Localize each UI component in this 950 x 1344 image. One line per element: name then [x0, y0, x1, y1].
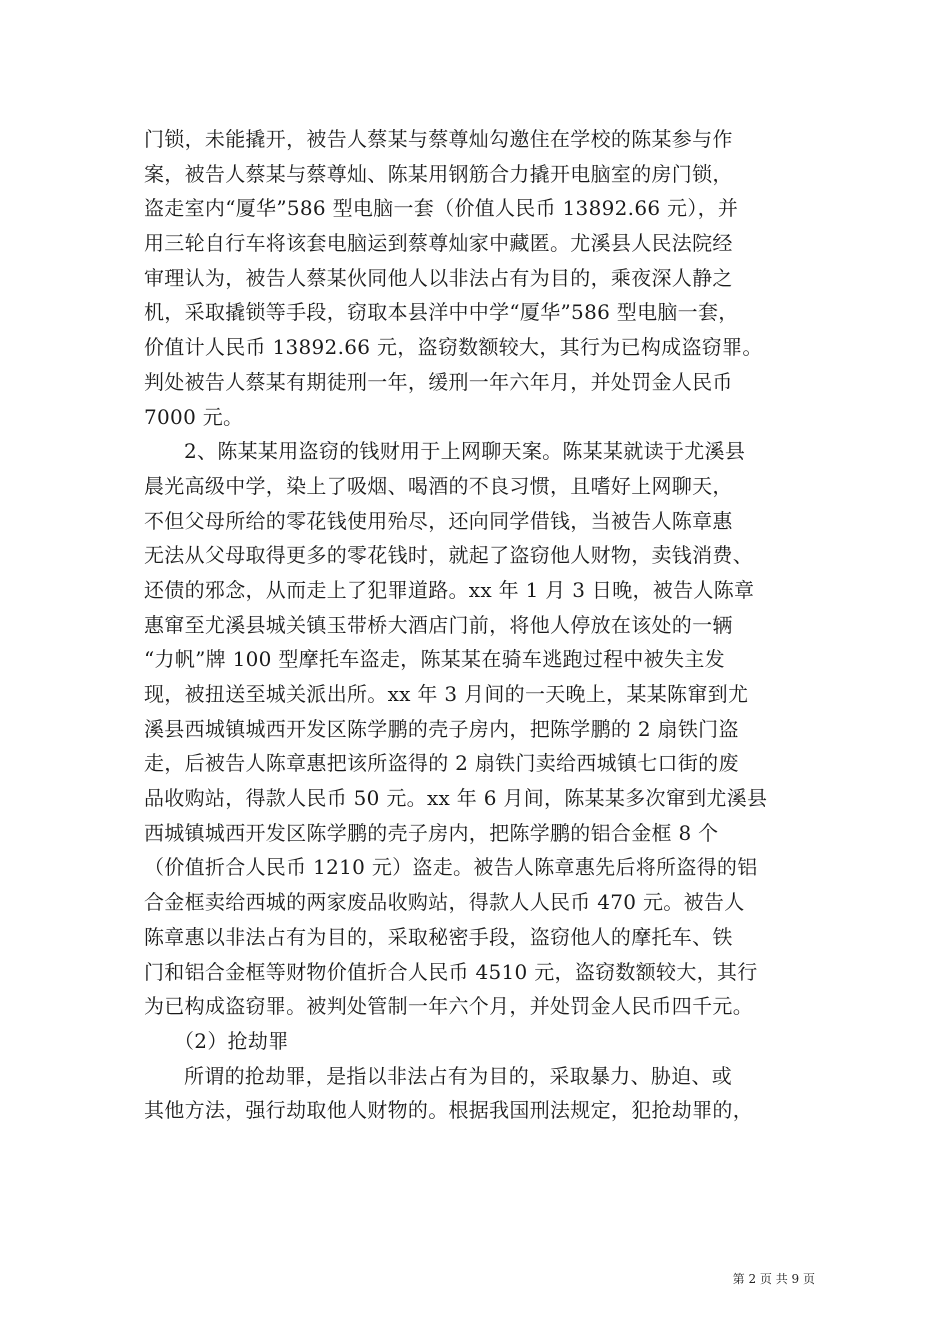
text-line: 判处被告人蔡某有期徒刑一年，缓刑一年六年月，并处罚金人民币 — [144, 369, 733, 394]
text-line: 审理认为，被告人蔡某伙同他人以非法占有为目的，乘夜深人静之 — [144, 265, 733, 290]
text-line: 无法从父母取得更多的零花钱时，就起了盗窃他人财物，卖钱消费、 — [144, 543, 753, 568]
section-heading: （2）抢劫罪 — [174, 1028, 289, 1053]
text-line: 晨光高级中学，染上了吸烟、喝酒的不良习惯，且嗜好上网聊天， — [144, 473, 733, 498]
text-line: 现，被扭送至城关派出所。xx 年 3 月间的一天晚上，某某陈窜到尤 — [144, 682, 749, 706]
text-line: “力帆”牌 100 型摩托车盗走，陈某某在骑车逃跑过程中被失主发 — [144, 647, 725, 672]
text-line: 门和铝合金框等财物价值折合人民币 4510 元，盗窃数额较大，其行 — [144, 959, 758, 984]
text-line: 合金框卖给西城的两家废品收购站，得款人人民币 470 元。被告人 — [144, 890, 745, 915]
text-line: 溪县西城镇城西开发区陈学鹏的壳子房内，把陈学鹏的 2 扇铁门盗 — [144, 716, 739, 741]
text-line: 品收购站，得款人民币 50 元。xx 年 6 月间，陈某某多次窜到尤溪县 — [144, 786, 768, 811]
text-line: 7000 元。 — [144, 404, 244, 429]
text-line: 走，后被告人陈章惠把该所盗得的 2 扇铁门卖给西城镇七口街的废 — [144, 751, 739, 776]
paragraph-start-line: 2、陈某某用盗窃的钱财用于上网聊天案。陈某某就读于尤溪县 — [184, 439, 746, 464]
text-line: 价值计人民币 13892.66 元，盗窃数额较大，其行为已构成盗窃罪。 — [144, 335, 763, 360]
paragraph-start-line: 所谓的抢劫罪，是指以非法占有为目的，采取暴力、胁迫、或 — [184, 1063, 733, 1088]
text-line: 西城镇城西开发区陈学鹏的壳子房内，把陈学鹏的铝合金框 8 个 — [144, 820, 719, 845]
text-line: 用三轮自行车将该套电脑运到蔡尊灿家中藏匿。尤溪县人民法院经 — [144, 231, 733, 256]
text-line: 不但父母所给的零花钱使用殆尽，还向同学借钱，当被告人陈章惠 — [144, 508, 733, 533]
text-line: 为已构成盗窃罪。被判处管制一年六个月，并处罚金人民币四千元。 — [144, 994, 753, 1019]
page-number: 第 2 页 共 9 页 — [732, 1272, 815, 1286]
document-body — [144, 122, 814, 1128]
text-line: 陈章惠以非法占有为目的，采取秘密手段，盗窃他人的摩托车、铁 — [144, 924, 733, 949]
text-line: 盗走室内“厦华”586 型电脑一套（价值人民币 13892.66 元），并 — [144, 196, 739, 221]
text-line: 门锁，未能撬开，被告人蔡某与蔡尊灿勾邀住在学校的陈某参与作 — [144, 127, 733, 151]
text-line: 案，被告人蔡某与蔡尊灿、陈某用钢筋合力撬开电脑室的房门锁， — [144, 161, 733, 186]
text-line: （价值折合人民币 1210 元）盗走。被告人陈章惠先后将所盗得的铝 — [144, 855, 758, 880]
text-line: 机，采取撬锁等手段，窃取本县洋中中学“厦华”586 型电脑一套， — [144, 300, 739, 325]
text-line: 还债的邪念，从而走上了犯罪道路。xx 年 1 月 3 日晚，被告人陈章 — [144, 577, 755, 602]
text-line: 其他方法，强行劫取他人财物的。根据我国刑法规定，犯抢劫罪的， — [144, 1098, 753, 1123]
text-line: 惠窜至尤溪县城关镇玉带桥大酒店门前，将他人停放在该处的一辆 — [144, 612, 733, 637]
